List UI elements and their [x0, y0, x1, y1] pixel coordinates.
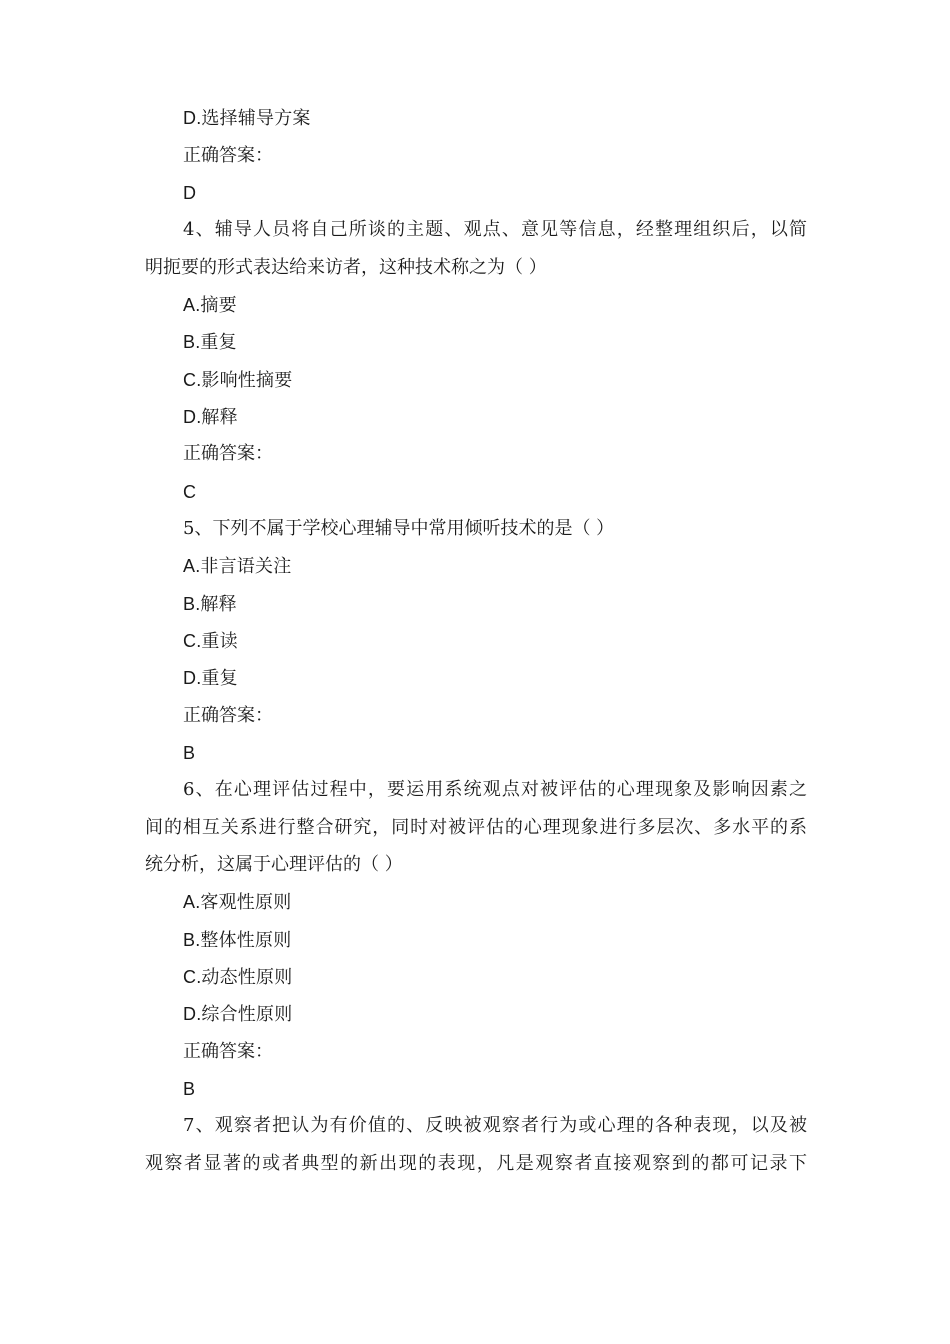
option-a: A.摘要 [183, 295, 237, 315]
answer-label: 正确答案： [183, 145, 273, 166]
option-a: A.非言语关注 [183, 556, 292, 576]
answer-value: D [183, 183, 197, 203]
option-d: D.综合性原则 [183, 1004, 293, 1024]
option-b: B.重复 [183, 332, 237, 352]
option-d: D.解释 [183, 407, 238, 427]
option-c: C.动态性原则 [183, 967, 293, 987]
answer-value: C [183, 482, 197, 502]
question-6-line-2: 间的相互关系进行整合研究，同时对被评估的心理现象进行多层次、多水平的系 [145, 817, 807, 838]
answer-value: B [183, 1079, 196, 1099]
question-4-line-1: 4、辅导人员将自己所谈的主题、观点、意见等信息，经整理组织后，以简 [183, 219, 807, 240]
option-d: D.选择辅导方案 [183, 108, 311, 128]
question-6-line-1: 6、在心理评估过程中，要运用系统观点对被评估的心理现象及影响因素之 [183, 779, 807, 800]
answer-label: 正确答案： [183, 1041, 273, 1062]
question-4-line-2: 明扼要的形式表达给来访者，这种技术称之为（ ） [145, 257, 547, 278]
option-c: C.影响性摘要 [183, 370, 293, 390]
option-b: B.整体性原则 [183, 930, 292, 950]
option-d: D.重复 [183, 668, 238, 688]
option-c: C.重读 [183, 631, 238, 651]
question-7-line-1: 7、观察者把认为有价值的、反映被观察者行为或心理的各种表现，以及被 [183, 1115, 807, 1136]
answer-value: B [183, 743, 196, 763]
question-5: 5、下列不属于学校心理辅导中常用倾听技术的是（ ） [183, 518, 615, 539]
question-7-line-2: 观察者显著的或者典型的新出现的表现，凡是观察者直接观察到的都可记录下 [145, 1153, 807, 1174]
answer-label: 正确答案： [183, 443, 273, 464]
question-6-line-3: 统分析，这属于心理评估的（ ） [145, 854, 403, 875]
answer-label: 正确答案： [183, 705, 273, 726]
option-b: B.解释 [183, 594, 237, 614]
option-a: A.客观性原则 [183, 892, 292, 912]
